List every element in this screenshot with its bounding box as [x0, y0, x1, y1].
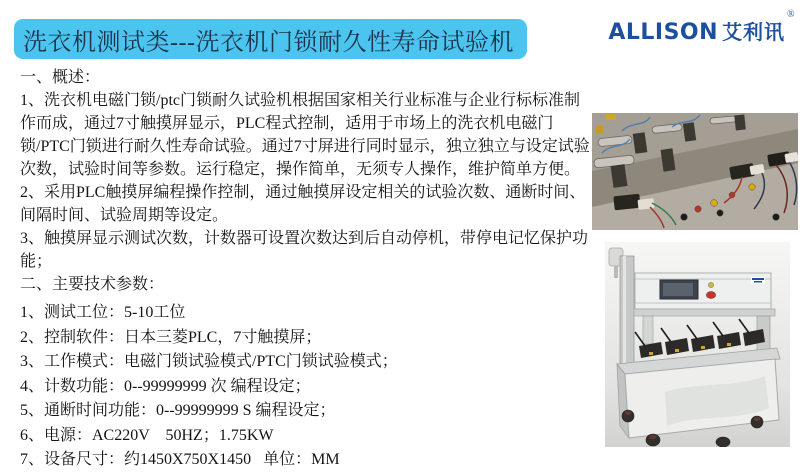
spec-test-stations: 1、测试工位：5-10工位 — [20, 304, 186, 321]
spec-list — [20, 301, 595, 473]
spec-power-supply: 6、电源：AC220V 50HZ；1.75KW — [20, 426, 274, 444]
overview-paragraph-2: 2、采用PLC触摸屏编程操作控制，通过触摸屏设定相关的试验次数、通断时间、间隔时间、试验周期等设定。 — [20, 184, 586, 224]
fixture-closeup-photo — [592, 113, 798, 230]
section-heading-overview: 一、概述： — [20, 69, 101, 86]
brand-name-cn: 艾利讯 — [722, 22, 786, 44]
spec-control-software: 2、控制软件：日本三菱PLC，7寸触摸屏； — [20, 328, 322, 346]
overview-paragraph-3: 3、触摸屏显示测试次数，计数器可设置次数达到后自动停机，带停电记忆保护功能； — [20, 230, 589, 270]
spec-counting-function: 4、计数功能：0--99999999 次 编程设定； — [20, 377, 311, 395]
content-area — [20, 66, 595, 473]
spec-dimensions: 7、设备尺寸：约1450X750X1450 单位：MM — [20, 451, 340, 468]
title-banner — [14, 19, 527, 59]
brand-logo — [608, 9, 795, 45]
spec-on-off-time-function: 5、通断时间功能：0--99999999 S 编程设定； — [20, 402, 336, 419]
overview-paragraph-1: 1、洗衣机电磁门锁/ptc门锁耐久试验机根据国家相关行业标准与企业行标标准制作而成，通过7寸触摸屏显示，PLC程式控制，适用于市场上的洗衣机电磁门锁/PTC门锁进行耐久性寿命试验。通过7寸屏进行同时显示，独立独立与设定试验次数，试验时间等参数。运行稳定，操作简单，无须专人操作，维护简单方便。 — [20, 92, 590, 178]
page-title: 洗衣机测试类---洗衣机门锁耐久性寿命试验机 — [23, 29, 514, 56]
registered-mark-icon: ® — [787, 9, 795, 20]
brand-name-en: ALLISON — [608, 20, 719, 45]
spec-work-mode: 3、工作模式：电磁门锁试验模式/PTC门锁试验模式； — [20, 353, 398, 370]
test-machine-photo — [605, 242, 790, 447]
section-heading-specs: 二、主要技术参数： — [20, 276, 165, 293]
